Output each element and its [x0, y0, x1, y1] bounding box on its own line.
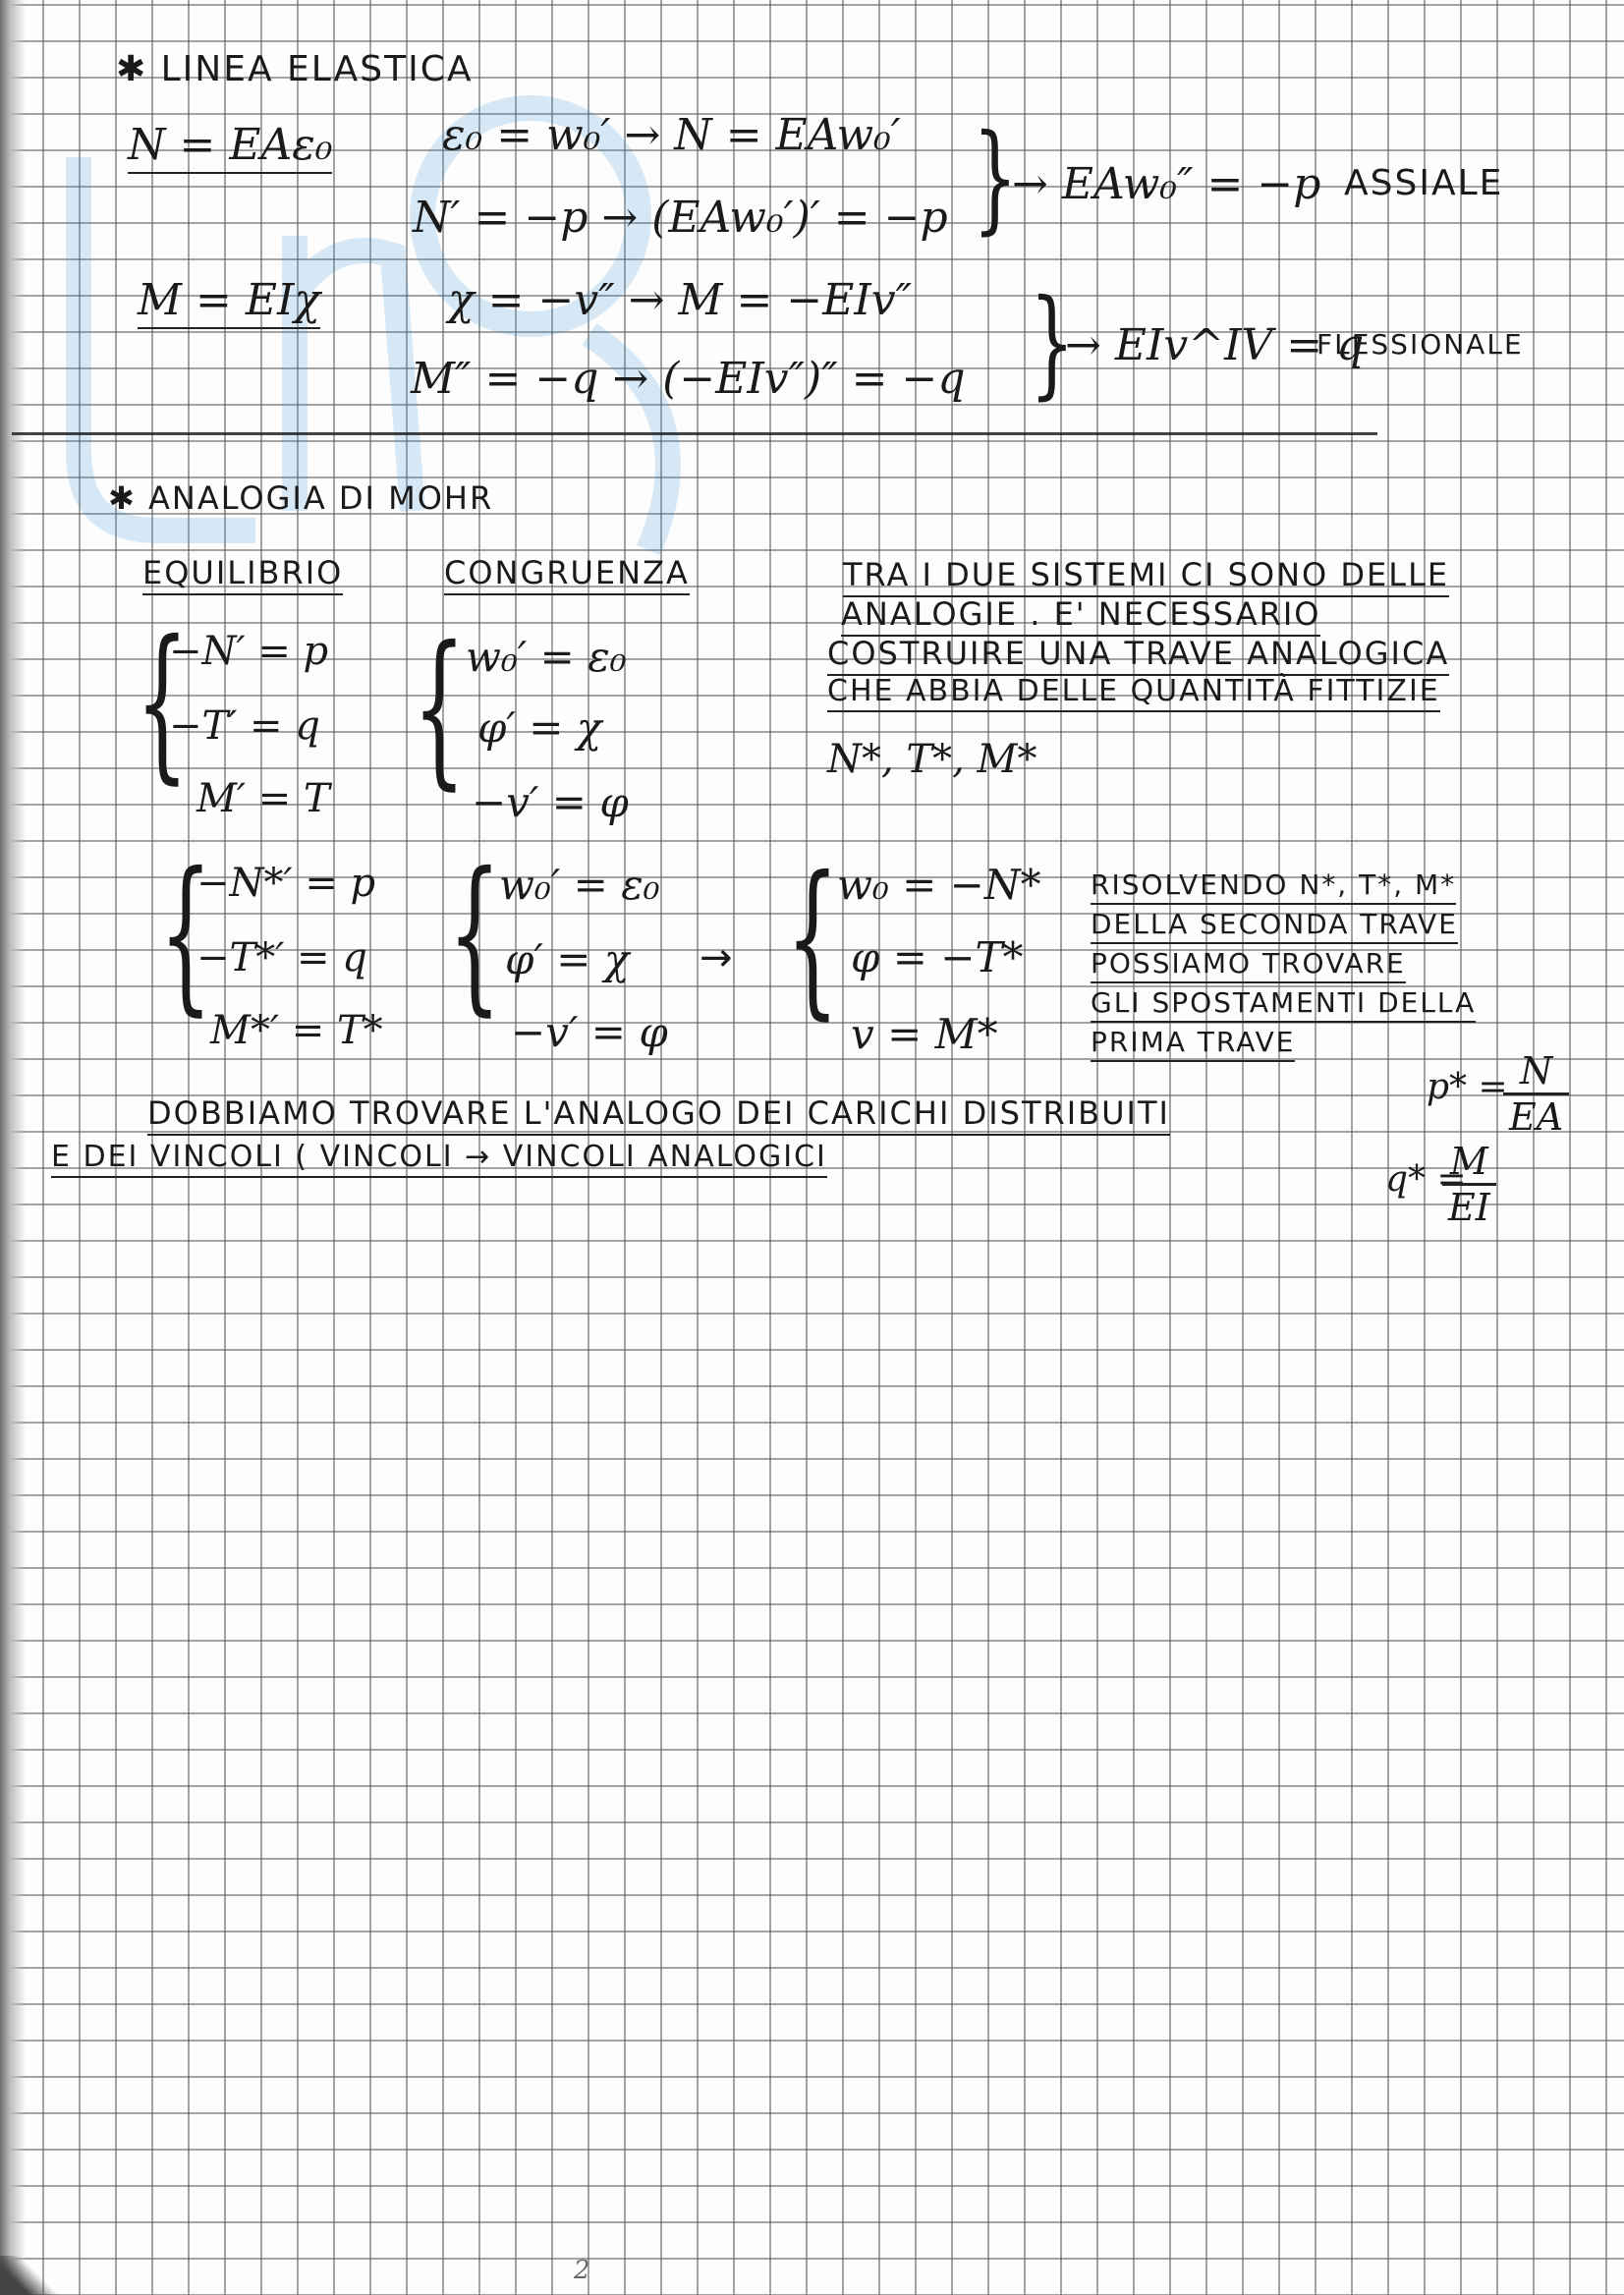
heading-congruenza: CONGRUENZA [444, 554, 690, 595]
eq-solution-1: w₀ = −N* [837, 861, 1041, 909]
brace-right-1: } [973, 110, 1018, 247]
page-shadow-left [0, 0, 26, 2295]
eq-equilibrio-star-3: M*′ = T* [210, 1008, 383, 1053]
eq-congruenza-2: φ′ = χ [477, 703, 602, 752]
note-line-2: ANALOGIE . E' NECESSARIO [841, 595, 1320, 637]
heading-equilibrio: EQUILIBRIO [142, 554, 343, 595]
solve-note-1: RISOLVENDO N*, T*, M* [1091, 868, 1456, 905]
eq-solution-3: v = M* [851, 1010, 998, 1058]
section-title-analogia-mohr: ✱ ANALOGIA DI MOHR [108, 479, 494, 517]
eq-congruenza-3: −v′ = φ [472, 778, 629, 826]
eq-chi-v-second: χ = −v″ → M = −EIv″ [448, 275, 913, 325]
q-star-denominator: EI [1448, 1186, 1490, 1229]
solve-note-3: POSSIAMO TROVARE [1091, 947, 1406, 983]
q-star-numerator: M [1442, 1140, 1496, 1186]
page-number: 2 [574, 2256, 590, 2285]
solve-note-4: GLI SPOSTAMENTI DELLA [1091, 986, 1476, 1023]
p-star-numerator: N [1503, 1049, 1569, 1095]
page-corner-shadow [0, 2256, 59, 2295]
fictitious-quantities: N*, T*, M* [827, 737, 1037, 782]
label-assiale: ASSIALE [1344, 163, 1504, 203]
label-flessionale: FLESSIONALE [1316, 328, 1524, 361]
eq-solution-2: φ = −T* [851, 933, 1024, 981]
brace-congruenza: { [413, 611, 467, 806]
eq-n-ea-eps: N = EAε₀ [128, 120, 332, 174]
bottom-line-1: DOBBIAMO TROVARE L'ANALOGO DEI CARICHI DISTRIBUITI [147, 1094, 1170, 1136]
solve-note-2: DELLA SECONDA TRAVE [1091, 908, 1458, 944]
p-star-fraction [1503, 1049, 1569, 1139]
q-star-fraction [1442, 1140, 1496, 1229]
eq-congruenza2-2: φ′ = χ [505, 935, 630, 983]
note-line-3: COSTRUIRE UNA TRAVE ANALOGICA [827, 635, 1449, 676]
brace-right-2: } [1030, 275, 1075, 412]
eq-congruenza-1: w₀′ = ε₀ [466, 633, 627, 681]
brace-equilibrio: { [136, 605, 190, 800]
q-star-lhs: q* = [1385, 1159, 1467, 1200]
eq-equilibrio-1: −N′ = p [169, 629, 329, 674]
p-star-lhs: p* = [1427, 1067, 1508, 1107]
eq-congruenza2-1: w₀′ = ε₀ [499, 861, 660, 909]
eq-equilibrio-star-2: −T*′ = q [196, 935, 367, 980]
solve-note-5: PRIMA TRAVE [1091, 1026, 1295, 1062]
eq-congruenza2-3: −v′ = φ [511, 1008, 668, 1056]
brace-equilibrio-star: { [159, 837, 213, 1032]
section-divider [12, 432, 1377, 435]
p-star-denominator: EA [1509, 1095, 1564, 1139]
eq-flexural-result: → EIv^IV = q [1065, 320, 1365, 370]
section-title-linea-elastica: ✱ LINEA ELASTICA [116, 49, 474, 89]
eq-equilibrio-star-1: −N*′ = p [196, 861, 376, 906]
eq-m-ei-chi: M = EIχ [138, 275, 320, 329]
bottom-line-2: E DEI VINCOLI ( VINCOLI → VINCOLI ANALOGICI [51, 1140, 827, 1178]
brace-solution: { [786, 841, 840, 1036]
eq-axial-result: → EAw₀″ = −p [1012, 159, 1321, 209]
eq-eps-w-prime: ε₀ = w₀′ → N = EAw₀′ [442, 110, 901, 160]
eq-n-prime-p: N′ = −p → (EAw₀′)′ = −p [413, 193, 948, 243]
eq-equilibrio-3: M′ = T [196, 776, 330, 821]
brace-congruenza-2: { [448, 837, 502, 1032]
note-line-1: TRA I DUE SISTEMI CI SONO DELLE [843, 556, 1449, 597]
note-line-4: CHE ABBIA DELLE QUANTITÀ FITTIZIE [827, 674, 1440, 712]
implies-arrow: → [700, 935, 733, 980]
eq-m-second-q: M″ = −q → (−EIv″)″ = −q [411, 354, 966, 404]
eq-equilibrio-2: −T′ = q [169, 703, 320, 749]
